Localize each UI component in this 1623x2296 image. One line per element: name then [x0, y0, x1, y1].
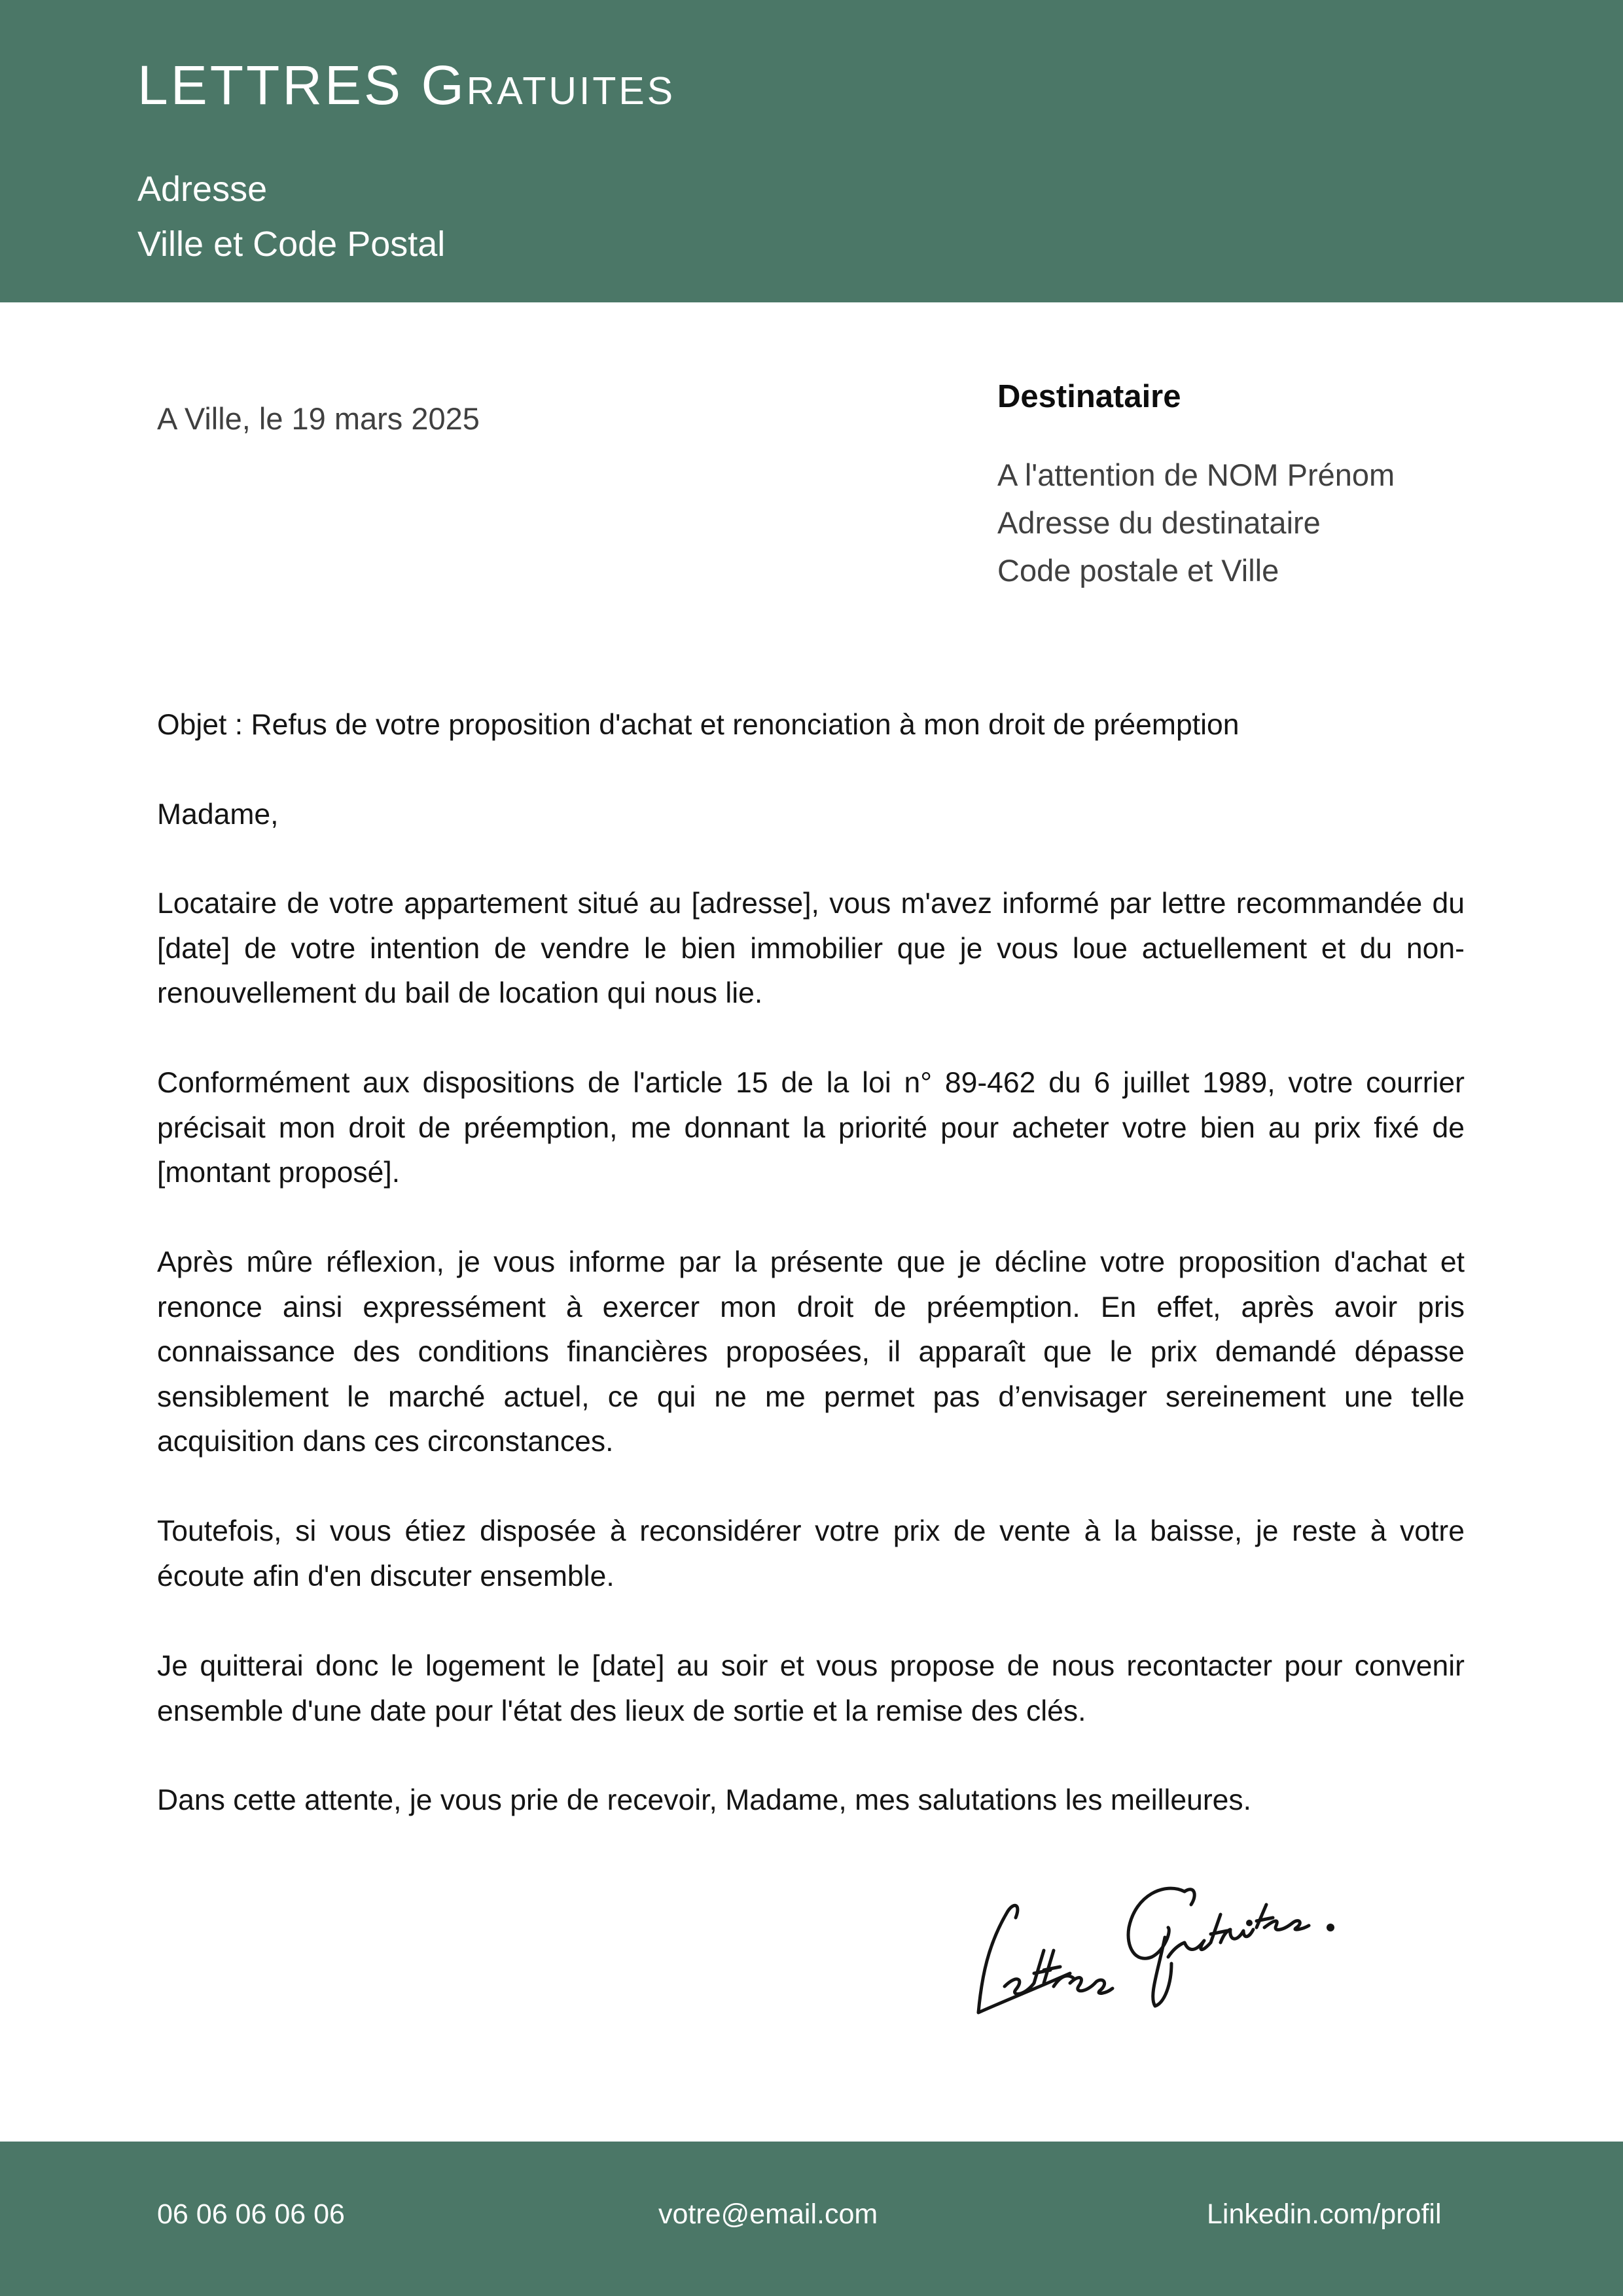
handwritten-signature [969, 1865, 1348, 2029]
footer-phone[interactable]: 06 06 06 06 06 [157, 2198, 345, 2230]
recipient-title: Destinataire [997, 379, 1181, 414]
footer-email[interactable]: votre@email.com [658, 2198, 878, 2230]
sender-address: Adresse [137, 170, 268, 209]
paragraph-3: Après mûre réflexion, je vous informe par la présente que je décline votre proposition d'achat et renonce ainsi expressément à exercer mon droit de préemption. En effet, après avoir pris connaissance des conditions financières proposées, il apparaît que le prix demandé dépasse sensiblement le marché actuel, ce qui ne me permet pas d’envisager sereinement une telle acquisition dans ces circonstances. [157, 1246, 1465, 1458]
letter-greeting: Madame, [157, 798, 279, 831]
brand-second-word: Gratuites [421, 54, 676, 116]
paragraph-4: Toutefois, si vous étiez disposée à reconsidérer votre prix de vente à la baisse, je reste à votre écoute afin d'en discuter ensemble. [157, 1515, 1465, 1592]
recipient-city: Code postale et Ville [997, 553, 1279, 588]
letter-closing: Dans cette attente, je vous prie de recevoir, Madame, mes salutations les meilleures. [157, 1784, 1252, 1816]
paragraph-2: Conformément aux dispositions de l'article 15 de la loi n° 89-462 du 6 juillet 1989, votre courrier précisait mon droit de préemption, me donnant la priorité pour acheter votre bien au prix fixé de [montant proposé]. [157, 1067, 1465, 1189]
paragraph-1: Locataire de votre appartement situé au [adresse], vous m'avez informé par lettre recommandée du [date] de votre intention de vendre le bien immobilier que je vous loue actuellement et du non-renouvellement du bail de location qui nous lie. [157, 888, 1465, 1009]
paragraph-5: Je quitterai donc le logement le [date] au soir et vous propose de nous recontacter pour convenir ensemble d'une date pour l'état des lieux de sortie et la remise des clés. [157, 1650, 1465, 1727]
brand-first-word: LETTRES [137, 54, 404, 116]
brand-title [137, 54, 676, 116]
letter-date: A Ville, le 19 mars 2025 [157, 401, 480, 436]
letter-subject: Objet : Refus de votre proposition d'achat et renonciation à mon droit de préemption [157, 709, 1240, 741]
recipient-attention: A l'attention de NOM Prénom [997, 457, 1395, 492]
sender-city: Ville et Code Postal [137, 224, 446, 264]
recipient-address: Adresse du destinataire [997, 505, 1321, 540]
footer-linkedin[interactable]: Linkedin.com/profil [1207, 2198, 1442, 2230]
